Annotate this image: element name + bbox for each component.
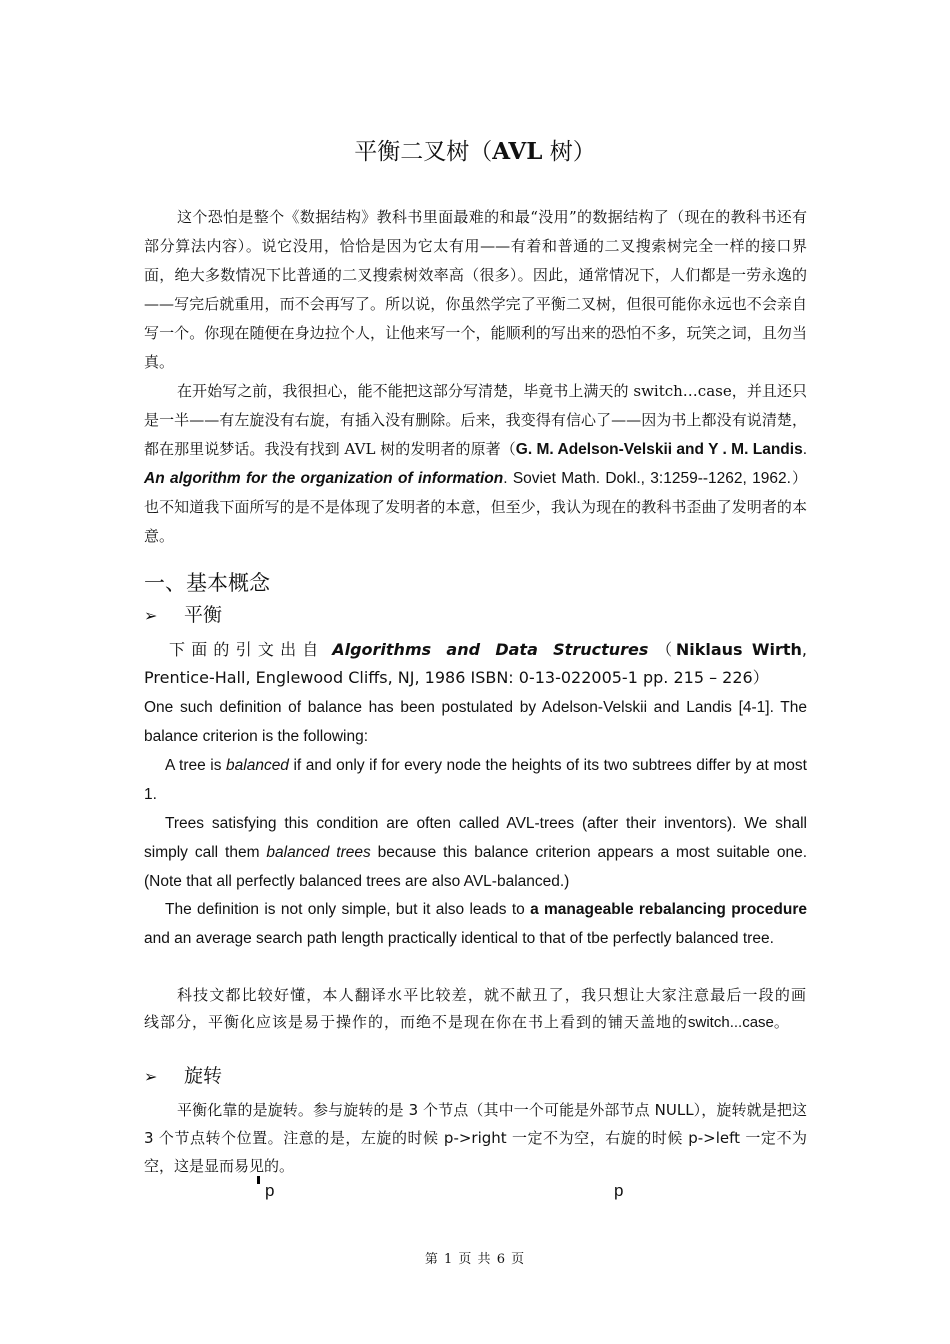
citation xyxy=(144,636,807,692)
arrow-bullet-icon: ➢ xyxy=(144,606,158,625)
rot-text-a: 平衡化靠的是旋转。参与旋转的是 xyxy=(177,1101,409,1119)
quote-4-a: The definition is not only simple, but it also leads to xyxy=(165,901,531,918)
rot-number-3b: 3 xyxy=(144,1129,154,1147)
translation-note-switch: switch...case。 xyxy=(688,1014,789,1031)
quote-3-a: Trees satisfying this condition are often called AVL-trees (after their inventors). We shall simply call them xyxy=(144,815,807,861)
quote-paragraph-3 xyxy=(144,809,807,896)
quote-paragraph-1: One such definition of balance has been postulated by Adelson-Velskii and Landis [4-1]. The balance criterion is the following: xyxy=(144,699,807,745)
figure-label-left: p xyxy=(265,1181,275,1200)
citation-prefix: 下面的引文出自 xyxy=(169,640,325,659)
rot-text-d: 个节点转个位置。注意的是，左旋的时候 xyxy=(153,1129,444,1147)
rot-p-left: p->left xyxy=(688,1129,741,1147)
title-text: 平衡二叉树（ xyxy=(354,139,493,165)
rot-text-f: 一定不为空，这是显而易见的。 xyxy=(144,1129,807,1175)
intro-p2-text: 在开始写之前，我很担心，能不能把这部分写清楚，毕竟书上满天的 switch…case，并且还只是一半——有左旋没有右旋，有插入没有删除。后来，我变得有信心了——因为书上都没有说清楚，都在那里说梦话。我没有找到 AVL 树的发明者的原著（ xyxy=(144,382,807,458)
translation-note-text: 科技文都比较好懂，本人翻译水平比较差，就不献丑了，我只想让大家注意最后一段的画线部分，平衡化应该是易于操作的，而绝不是现在你在书上看到的铺天盖地的 xyxy=(144,986,807,1031)
quote-2-b: if and only if for every node the heights of its two subtrees differ by at most 1. xyxy=(144,757,807,803)
translation-note xyxy=(144,982,807,1036)
quote-3-b: because this balance criterion appears a most suitable one. (Note that all perfectly balanced trees are also AVL-balanced.) xyxy=(144,844,808,890)
quote-4-bold: a manageable rebalancing procedure xyxy=(530,901,807,918)
quote-paragraph-4 xyxy=(144,895,807,953)
subsection-heading-balance xyxy=(144,600,222,627)
subsection-heading-rotation xyxy=(144,1061,222,1088)
rot-text-b: 个节点（其中一个可能是外部节点 xyxy=(418,1101,655,1119)
citation-details: , Prentice-Hall, Englewood Cliffs, NJ, 1986 ISBN: 0-13-022005-1 pp. 215 – 226） xyxy=(144,640,807,687)
rot-text-c: ），旋转就是把这 xyxy=(693,1101,807,1119)
arrow-bullet-icon: ➢ xyxy=(144,1067,158,1086)
rotation-paragraph xyxy=(144,1096,807,1180)
original-work-title: An algorithm for the organization of information xyxy=(144,470,504,487)
title-text-end: 树） xyxy=(542,139,596,165)
intro-p2-end: ）也不知道我下面所写的是不是体现了发明者的本意，但至少，我认为现在的教科书歪曲了发明者的本意。 xyxy=(144,469,807,545)
rot-number-3: 3 xyxy=(408,1101,419,1119)
quote-paragraph-2 xyxy=(144,751,807,809)
intro-paragraph-2 xyxy=(144,377,807,551)
quote-2-a: A tree is xyxy=(165,757,227,774)
original-reference: . Soviet Math. Dokl., 3:1259--1262, 1962. xyxy=(503,470,791,487)
quote-3-italic: balanced trees xyxy=(266,844,371,861)
rot-text-e: 一定不为空，右旋的时候 xyxy=(506,1129,689,1147)
cited-author: Niklaus Wirth xyxy=(675,640,802,659)
figure-marker xyxy=(257,1176,260,1184)
intro-p2-dot: . xyxy=(802,441,808,458)
quote-2-italic: balanced xyxy=(226,757,289,774)
subsection-label: 平衡 xyxy=(184,604,223,626)
original-authors: G. M. Adelson-Velskii and Y . M. Landis xyxy=(515,441,803,458)
page-footer: 第 1 页 共 6 页 xyxy=(424,1252,526,1267)
rot-p-right: p->right xyxy=(443,1129,507,1147)
subsection-label: 旋转 xyxy=(184,1065,223,1087)
page-title xyxy=(0,133,950,166)
intro-paragraph-1: 这个恐怕是整个《数据结构》教科书里面最难的和最“没用”的数据结构了（现在的教科书还有部分算法内容）。说它没用，恰恰是因为它太有用——有着和普通的二叉搜索树完全一样的接口界面，绝大多数情况下比普通的二叉搜索树效率高（很多）。因此，通常情况下，人们都是一劳永逸的——写完后就重用，而不会再写了。所以说，你虽然学完了平衡二叉树，但很可能你永远也不会亲自写一个。你现在随便在身边拉个人，让他来写一个，能顺利的写出来的恐怕不多，玩笑之词，且勿当真。 xyxy=(144,208,807,371)
figure-label-right: p xyxy=(614,1181,624,1200)
section-heading-basic-concepts: 一、基本概念 xyxy=(144,571,270,595)
rot-null: NULL xyxy=(654,1101,694,1119)
quote-4-b: and an average search path length practically identical to that of tbe perfectly balanced tree. xyxy=(144,930,774,947)
title-bold: AVL xyxy=(492,138,543,165)
cited-book-title: Algorithms and Data Structures xyxy=(332,640,649,659)
citation-open-paren: （ xyxy=(656,640,676,659)
